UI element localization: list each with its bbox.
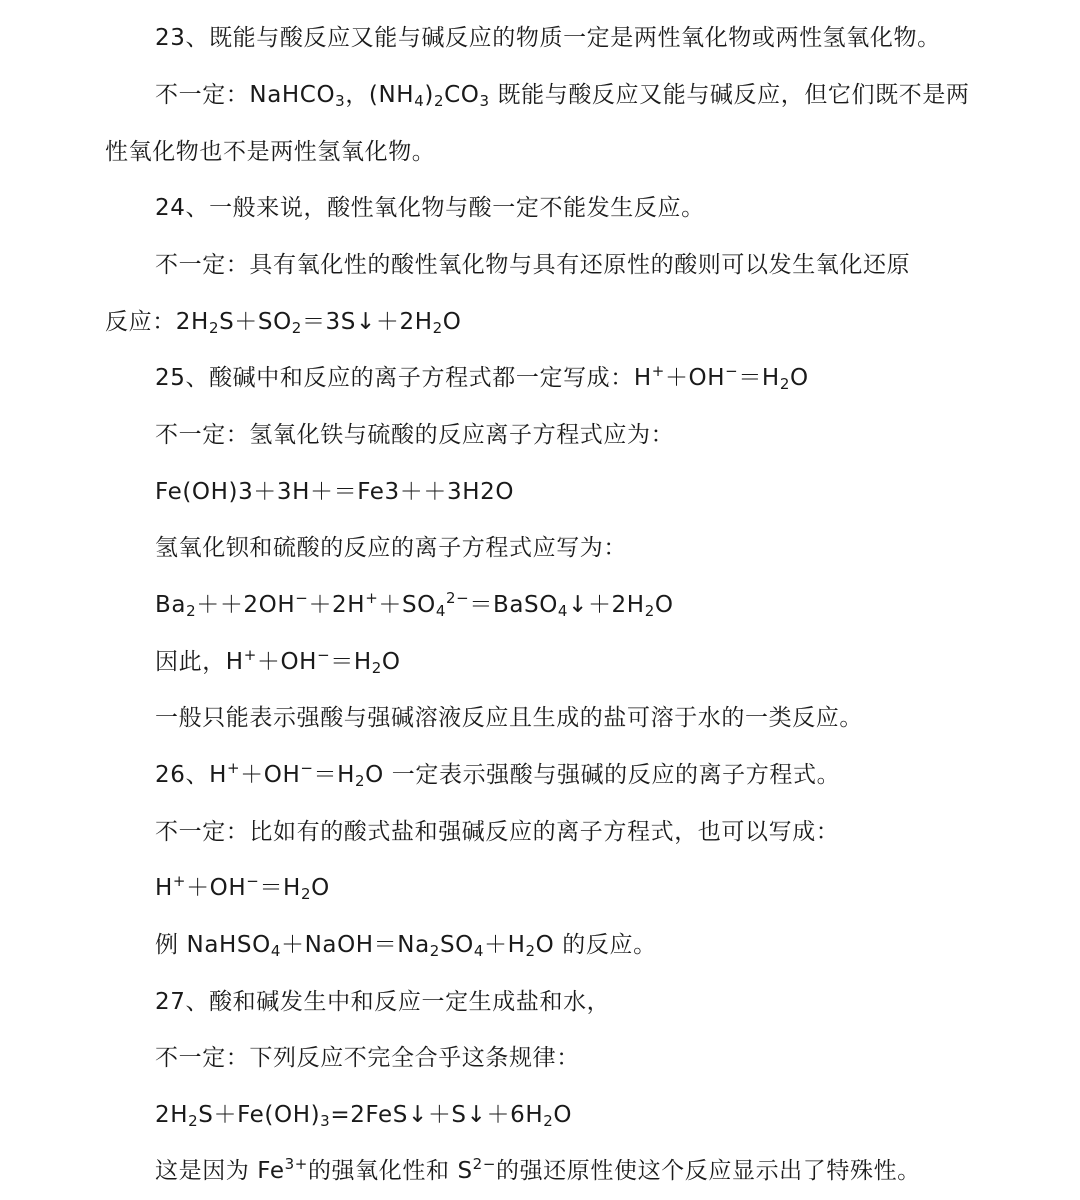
text: ＝H [330, 649, 372, 675]
q26-equation [155, 873, 330, 903]
superscript: + [172, 872, 187, 890]
q23-title-text: 23、既能与酸反应又能与碱反应的物质一定是两性氧化物或两性氢氧化物。 [155, 25, 941, 51]
text: ↓＋2H [568, 592, 645, 618]
subscript: 4 [435, 602, 447, 620]
subscript: 2 [371, 659, 382, 677]
subscript: 3 [320, 1112, 331, 1130]
q25-equation-2 [155, 590, 674, 620]
q26-answer-line1 [155, 817, 839, 847]
subscript: 2 [433, 92, 445, 110]
superscript: − [300, 759, 314, 777]
text: 25、酸碱中和反应的离子方程式都一定写成：H [155, 365, 652, 391]
subscript: 3 [335, 92, 346, 110]
text: Fe(OH)3＋3H＋＝Fe3＋＋3H2O [155, 479, 515, 505]
text: ＋OH [664, 365, 726, 391]
text: 例 NaHSO [155, 932, 271, 958]
text: 27、酸和碱发生中和反应一定生成盐和水， [155, 989, 611, 1015]
subscript: 2 [779, 375, 790, 393]
text: 不一定：具有氧化性的酸性氧化物与具有还原性的酸则可以发生氧化还原 [155, 252, 911, 278]
text: ＋OH [256, 649, 318, 675]
subscript: 2 [644, 602, 655, 620]
q23-answer-line1 [155, 80, 970, 110]
text: Ba [155, 592, 187, 618]
text: ＝3S↓＋2H [301, 309, 433, 335]
q26-example [155, 930, 657, 960]
text: 不一定：下列反应不完全合乎这条规律： [155, 1045, 580, 1071]
text: H [155, 875, 173, 901]
text: ＝H [738, 365, 780, 391]
subscript: 2 [429, 942, 440, 960]
subscript: 2 [186, 602, 197, 620]
text: O [311, 875, 330, 901]
text: ＋OH [186, 875, 247, 901]
text: S＋SO [219, 309, 292, 335]
superscript: + [243, 646, 257, 664]
q25-equation-1 [155, 477, 514, 507]
superscript: 2− [446, 589, 470, 607]
text: 不一定：比如有的酸式盐和强碱反应的离子方程式，也可以写成： [155, 819, 840, 845]
text: 氢氧化钡和硫酸的反应的离子方程式应写为： [155, 535, 627, 561]
text: 反应：2H [105, 309, 209, 335]
text: 性氧化物也不是两性氢氧化物。 [105, 139, 436, 165]
q27-reason [155, 1156, 921, 1186]
q27-answer-line1 [155, 1043, 580, 1073]
subscript: 2 [432, 319, 443, 337]
text: CO [444, 82, 480, 108]
text: ＝BaSO [469, 592, 558, 618]
q24-answer-line1 [155, 250, 910, 280]
superscript: 2− [472, 1155, 496, 1173]
q25-answer-line1 [155, 420, 674, 450]
text: O [553, 1102, 573, 1128]
superscript: − [295, 589, 309, 607]
text: 不一定：氢氧化铁与硫酸的反应离子方程式应为： [155, 422, 675, 448]
text: 这是因为 Fe [155, 1158, 285, 1184]
text: O 的反应。 [535, 932, 657, 958]
text: S＋Fe(OH) [198, 1102, 321, 1128]
superscript: + [651, 362, 665, 380]
superscript: − [246, 872, 260, 890]
subscript: 2 [188, 1112, 199, 1130]
text: ) [424, 82, 434, 108]
text: 因此，H [155, 649, 244, 675]
text: 的强还原性使这个反应显示出了特殊性。 [495, 1158, 921, 1184]
text: O [789, 365, 809, 391]
subscript: 4 [270, 942, 281, 960]
subscript: 4 [473, 942, 484, 960]
text: 24、一般来说，酸性氧化物与酸一定不能发生反应。 [155, 195, 705, 221]
q23-answer-line2 [105, 137, 435, 167]
text: 既能与酸反应又能与碱反应，但它们既不是两 [489, 82, 970, 108]
subscript: 2 [291, 319, 302, 337]
q25-conclusion [155, 703, 863, 733]
text: ＋＋2OH [196, 592, 296, 618]
subscript: 4 [557, 602, 569, 620]
text: ＋2H [308, 592, 366, 618]
text: ＝H [259, 875, 301, 901]
superscript: + [226, 759, 241, 777]
q27-title [155, 987, 610, 1017]
text: ＝H [313, 762, 356, 788]
subscript: 2 [208, 319, 220, 337]
text: O 一定表示强酸与强碱的反应的离子方程式。 [365, 762, 841, 788]
text: ＋SO [378, 592, 436, 618]
q26-title [155, 760, 840, 790]
text: 不一定：NaHCO [155, 82, 336, 108]
text: O [381, 649, 401, 675]
q24-title [155, 193, 705, 223]
superscript: − [725, 362, 739, 380]
text: 一般只能表示强酸与强碱溶液反应且生成的盐可溶于水的一类反应。 [155, 705, 863, 731]
q25-answer-line3 [155, 533, 627, 563]
subscript: 2 [355, 772, 366, 790]
text: ，(NH [345, 82, 415, 108]
text: ＋NaOH＝Na [280, 932, 430, 958]
superscript: 3+ [284, 1155, 308, 1173]
q24-answer-line2 [105, 307, 461, 337]
text: 26、H [155, 762, 227, 788]
text: ＋OH [240, 762, 301, 788]
subscript: 2 [525, 942, 536, 960]
text: 2H [155, 1102, 189, 1128]
q25-therefore [155, 647, 401, 677]
text: ＋H [484, 932, 526, 958]
superscript: − [317, 646, 331, 664]
subscript: 4 [414, 92, 425, 110]
text: SO [439, 932, 474, 958]
q23-title [155, 23, 941, 53]
superscript: + [365, 589, 379, 607]
text: 的强氧化性和 S [307, 1158, 473, 1184]
subscript: 2 [300, 885, 312, 903]
subscript: 3 [479, 92, 490, 110]
q27-equation [155, 1100, 572, 1130]
subscript: 2 [543, 1112, 554, 1130]
text: =2FeS↓＋S↓＋6H [330, 1102, 544, 1128]
text: O [442, 309, 462, 335]
q25-title [155, 363, 809, 393]
text: O [654, 592, 674, 618]
